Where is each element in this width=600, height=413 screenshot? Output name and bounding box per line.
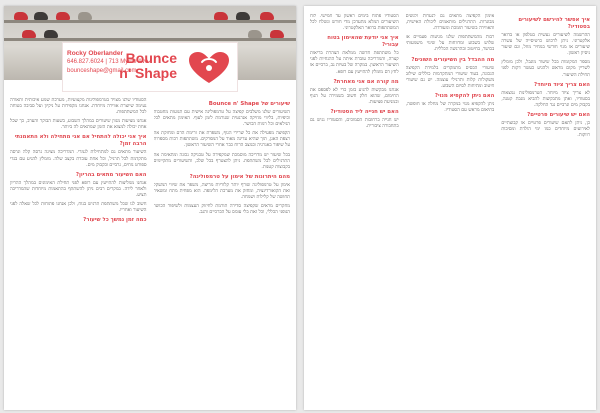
body-paragraph: אנחנו ממליצות להתייעץ עם רופא לפני תחילת האימונים במהלך ההריון ולאחר לידה. במקרים רבים ניתן להשתתף בהתאמות מיוחדות שהמדריכה תציע.: [10, 180, 147, 198]
body-paragraph: הקפיצה מפעילה את כל שרירי הגוף, משפרת את זרימת הדם ומחזקת את רצפת האגן, תוך שהיא עדינה מאוד על המפרקים. משתתפות רבות מספרות על שיפור באנרגיה ובמצב הרוח כבר אחרי השיעור הראשון.: [153, 131, 290, 149]
question-heading: איך אפשר להירשם לשיעורים בסטודיו?: [518, 17, 590, 30]
left-page-column-2: [10, 98, 147, 404]
body-paragraph: כן, ניתן לתאם שיעורים פרטיים או קבוצתיים לאירועים מיוחדים כמו ימי הולדת ומסיבות רווקות.: [501, 120, 590, 139]
heart-logo-icon: [185, 49, 233, 87]
question-heading: האם השיעור מתאים בהריון?: [75, 171, 147, 178]
right-page-column-1: [501, 14, 590, 404]
contact-name: Rocky Oberlander: [67, 50, 123, 57]
question-heading: האם יש חנייה ליד הסטודיו?: [330, 108, 399, 115]
body-paragraph: בכל שיעור יש מדריכה מוסמכת שמקפידה על טכניקה נכונה ומתאימה את התרגילים לכל משתתפת. ניתן להצטרף בכל שלב, והשיעורים מתקיימים בקבוצות קטנות.: [153, 152, 290, 170]
question-heading: שיעורים של Bounce n' Shape: [208, 101, 290, 107]
right-page: [304, 6, 596, 410]
question-heading: האם צריך ציוד מיוחד?: [534, 81, 590, 88]
question-heading: איך אני יכולה להתחיל אם אני מתחילה ולא התאמנתי הרבה זמן?: [14, 134, 147, 148]
brand-logo-text: [119, 51, 177, 81]
body-paragraph: אימון על טרמפולינה שורף יותר קלוריות מריצה, משפר את שיווי המשקל ואת הקואורדינציה, ומחזק את מערכת הלימפה. הוא מפחית מתח ומשאיר תחושה של קלילות ושמחה.: [153, 182, 290, 201]
right-page-column-2: [406, 14, 495, 404]
question-heading: איך אני יודעת שהאימון בטוח עבורי?: [327, 35, 399, 49]
question-heading: האם יש שיעורים פרטיים?: [527, 111, 590, 118]
body-paragraph: אנחנו מבקשות להגיע בזמן כדי לא לפספס את החימום, שהוא חלק חשוב בשמירה על הגוף ובמניעת פציעות.: [309, 87, 399, 105]
body-paragraph: כל משתתפת חדשה ממלאת הצהרת בריאות קצרה, והמדריכה עוברת איתה על ההנחיות לפני השיעור הראשון. במקרה של בעיות גב, ברכיים או לחץ דם מומלץ להתייעץ עם רופא.: [309, 51, 399, 75]
contact-email: bounceshape@gmail.com: [67, 68, 137, 74]
left-page: [4, 6, 296, 410]
question-heading: מהם היתרונות של אימון על טרמפולינה?: [189, 173, 290, 180]
logo-line-1: Bounce: [125, 50, 177, 66]
right-page-columns: [310, 14, 590, 404]
body-paragraph: הסטודיו שלנו מצויד בטרמפולינות מקצועיות, מערכת שמע איכותית ותאורה נעימה שיוצרת אווירה מיוחדת. אנחנו מקפידות על ניקיון ועל סביבה בטוחה לכל המשתתפות.: [10, 98, 147, 116]
body-paragraph: חשוב לנו שכל משתתפת תרגיש בנוח, ולכן אנחנו פתוחות לכל שאלה לפני השיעור ואחריו.: [10, 202, 147, 214]
contact-phone-address: 646.827.6024 | 713 Myrtle Ave: [67, 59, 149, 65]
question-heading: כמה זמן נמשך כל שיעור?: [83, 217, 147, 224]
body-paragraph: הסטודיו פתוח בימים ראשון עד חמישי. לוח השיעורים המלא מתעדכן מדי חודש ונשלח לכל המשתתפות בדואר האלקטרוני.: [309, 14, 399, 32]
body-paragraph: מחקרים מראים שקפיצה סדירה תורמת לחיזוק העצמות ולשיפור הכושר הגופני הכללי, וכל זאת בלי עומס על הברכיים והגב.: [153, 204, 290, 216]
body-paragraph: רבות מהמשתתפות שלנו מגיעות פעמיים או שלוש בשבוע ומדווחות על שינוי משמעותי בכושר, בחיטוב ובהרגשה הכללית.: [405, 35, 495, 53]
right-page-column-3: [310, 14, 399, 404]
question-heading: האם ניתן להקפיא מנוי?: [434, 92, 495, 99]
body-paragraph: ההרשמה לשיעורים נעשית בטלפון או בדואר אלקטרוני. ניתן לרכוש כרטיסייה של עשרה שיעורים או מנוי חודשי במחיר מוזל, וגם שיעור ניסיון ראשון.: [501, 33, 590, 57]
body-paragraph: אנחנו מציעות מגוון שיעורים במהלך השבוע, בשעות הבוקר והערב, כך שכל אחת יכולה למצוא את הזמן שמתאים לה ביותר.: [10, 119, 147, 131]
body-paragraph: השיעורים שלנו משלבים קפיצה על טרמפולינה אישית עם תנועות מחטבות וכיפיות, בליווי מוזיקה אנרגטית שגורמת לזמן לעוף. האימון מתאים לכל הגילאים וכל רמות הכושר.: [153, 110, 290, 128]
left-page-column-1: [154, 98, 291, 404]
body-paragraph: השיעור מתאים גם למתחילות לגמרי. המדריכה מציגה גרסה קלה וגרסה מתקדמת לכל תרגיל, וכל אחת עובדת בקצב שלה. מומלץ להגיע עם בגדי ספורט נוחים, גרביים ובקבוק מים.: [10, 150, 147, 168]
left-page-columns: [10, 98, 290, 404]
body-paragraph: אימון הקפיצה מתאים גם לנערות ולנשים מבוגרות. התרגילים מותאמים ליכולת האישית, והאווירה בשיעור תומכת ומעודדת.: [405, 14, 495, 32]
question-heading: מה קורה אם אני מאחרת?: [333, 78, 399, 85]
body-paragraph: לא צריך ציוד מיוחד. הטרמפולינות נמצאות בסטודיו, ואתן מתבקשות להביא מגבת קטנה, בקבוק מים וגרביים נגד החלקה.: [501, 90, 590, 108]
body-paragraph: ניתן להקפיא מנוי במקרה של מחלה או חופשה, בתיאום מראש עם הסטודיו.: [405, 101, 495, 114]
brand-card: [62, 42, 238, 92]
body-paragraph: מספר המקומות בכל שיעור מוגבל, ולכן מומלץ לשריין מקום מראש ולהגיע כעשר דקות לפני תחילת השיעור.: [501, 60, 590, 78]
logo-line-2: n' Shape: [119, 65, 177, 81]
body-paragraph: יש חנייה ברחובות הסמוכים, והסטודיו נגיש גם בתחבורה ציבורית.: [309, 117, 399, 130]
body-paragraph: שיעורי הבסיס מתמקדים בלמידת הקפיצה הנכונה, בעוד שיעורי המתקדמות כוללים שילוב משקולות קלות ותרגילי עוצמה. יש גם שיעורי חיטוב ומתיחות לסיום השבוע.: [405, 65, 495, 89]
question-heading: מה ההבדל בין השיעורים השונים?: [411, 56, 495, 63]
